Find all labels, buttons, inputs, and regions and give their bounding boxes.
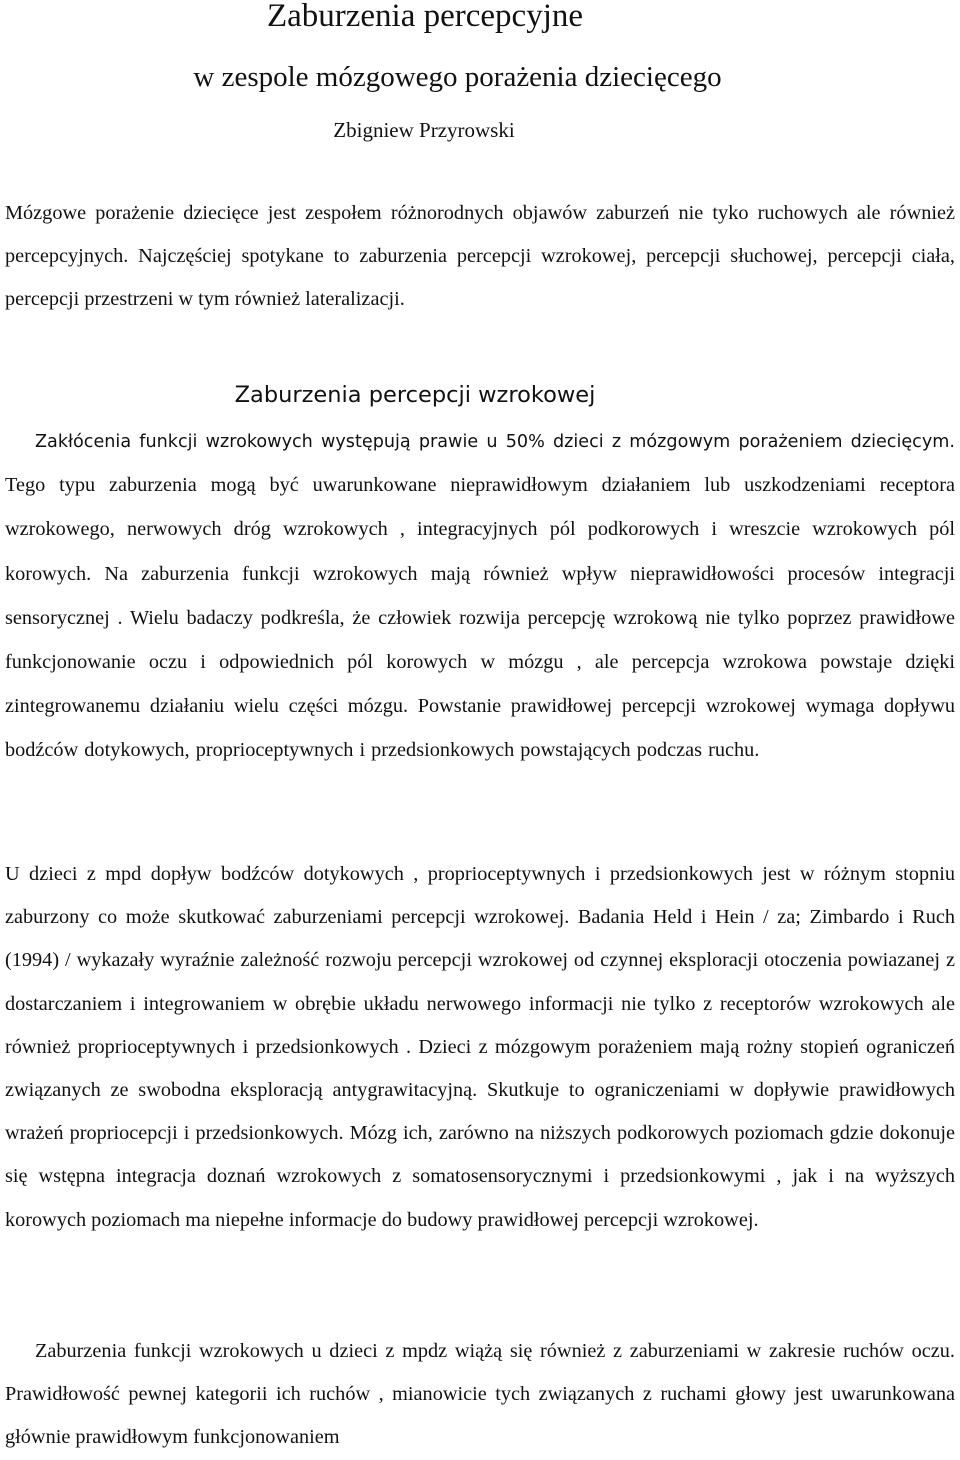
section-paragraph-1 [5, 420, 955, 774]
document-subtitle: w zespole mózgowego porażenia dziecięcego [193, 61, 722, 93]
intro-paragraph: Mózgowe porażenie dziecięce jest zespołem różnorodnych objawów zaburzeń nie tyko ruchowych ale również percepcyjnych. Najczęściej spotykane to zaburzenia percepcji wzrokowej, percepcji słuchowej, percepcji ciała, percepcji przestrzeni w tym również lateralizacji. [5, 202, 955, 311]
paragraph-3: Zaburzenia funkcji wzrokowych u dzieci z mpdz wiążą się również z zaburzeniami w zakresie ruchów oczu. Prawidłowość pewnej kategorii ich ruchów , mianowicie tych związanych z ruchami głowy jest uwarunkowana głównie prawidłowym funkcjonowaniem [5, 1340, 955, 1449]
document-author: Zbigniew Przyrowski [333, 118, 515, 142]
section-heading: Zaburzenia percepcji wzrokowej [234, 382, 596, 408]
section-paragraph-1-tail: Wielu badaczy podkreśla, że człowiek rozwija percepcję wzrokową nie tylko poprzez prawidłowe funkcjonowanie oczu i odpowiednich pól korowych w mózgu , ale percepcja wzrokowa powstaje dzięki zintegrowanemu działaniu wielu części mózgu. Powstanie prawidłowej percepcji wzrokowej wymaga dopływu bodźców dotykowych, proprioceptywnych i przedsionkowych powstających podczas ruchu. [5, 606, 955, 762]
section-paragraph-1-body: Tego typu zaburzenia mogą być uwarunkowane nieprawidłowym działaniem lub uszkodzeniami receptora wzrokowego, nerwowych dróg wzrokowych , integracyjnych pól podkorowych i wreszcie wzrokowych pól korowych. Na zaburzenia funkcji wzrokowych mają również wpływ nieprawidłowości procesów integracji sensorycznej . [5, 474, 955, 629]
section-paragraph-1-lead: Zakłócenia funkcji wzrokowych występują prawie u 50% dzieci z mózgowym porażeniem dziecięcym. [35, 432, 955, 452]
document-title: Zaburzenia percepcyjne [266, 0, 584, 34]
paragraph-2: U dzieci z mpd dopływ bodźców dotykowych , proprioceptywnych i przedsionkowych jest w różnym stopniu zaburzony co może skutkować zaburzeniami percepcji wzrokowej. Badania Held i Hein / za; Zimbardo i Ruch (1994) / wykazały wyraźnie zależność rozwoju percepcji wzrokowej od czynnej eksploracji otoczenia powiazanej z dostarczaniem i integrowaniem w obrębie układu nerwowego informacji nie tylko z receptorów wzrokowych ale również proprioceptywnych i przedsionkowych . Dzieci z mózgowym porażeniem mają rożny stopień ograniczeń związanych ze swobodna eksploracją antygrawitacyjną. Skutkuje to ograniczeniami w dopływie prawidłowych wrażeń propriocepcji i przedsionkowych. Mózg ich, zarówno na niższych podkorowych poziomach gdzie dokonuje się wstępna integracja doznań wzrokowych z somatosensorycznymi i przedsionkowymi , jak i na wyższych korowych poziomach ma niepełne informacje do budowy prawidłowej percepcji wzrokowej. [5, 863, 955, 1231]
